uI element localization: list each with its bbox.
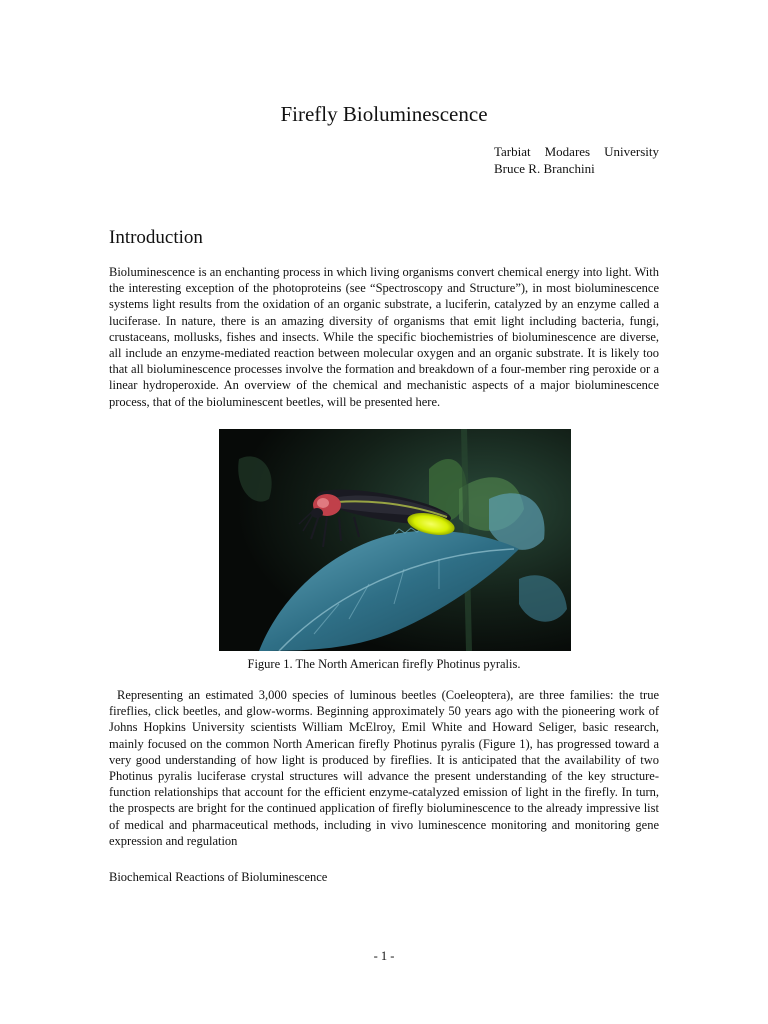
firefly-photo-illustration	[219, 429, 571, 651]
firefly-figure-image	[219, 429, 571, 651]
figure-caption: Figure 1. The North American firefly Photinus pyralis.	[247, 657, 521, 671]
section-heading-introduction: Introduction	[109, 227, 203, 248]
subsection-heading-biochemical-reactions: Biochemical Reactions of Bioluminescence	[109, 870, 328, 884]
page-number: - 1 -	[373, 949, 395, 963]
affiliation-author: Bruce R. Branchini	[494, 161, 595, 176]
affiliation-university: Tarbiat Modares University	[494, 144, 659, 159]
body-paragraph: Representing an estimated 3,000 species of luminous beetles (Coeleoptera), are three families: the true fireflies, click beetles, and glow-worms. Beginning approximately 50 years ago with the pioneering work of Johns Hopkins University scientists William McElroy, Emil White and Howard Seliger, basic research, mainly focused on the common North American firefly Photinus pyralis (Figure 1), has progressed toward a very good understanding of how light is produced by fireflies. It is anticipated that the availability of two Photinus pyralis luciferase crystal structures will advance the present understanding of the key structure-function relationships that account for the efficient enzyme-catalyzed emission of light in the firefly. In turn, the prospects are bright for the continued application of firefly bioluminescence to the already impressive list of medical and pharmaceutical methods, including in vivo luminescence monitoring and monitoring gene expression and regulation	[109, 688, 659, 848]
document-title: Firefly Bioluminescence	[280, 102, 488, 126]
intro-paragraph: Bioluminescence is an enchanting process in which living organisms convert chemical energy into light. With the interesting exception of the photoproteins (see “Spectroscopy and Structure”), in most bioluminescence systems light results from the oxidation of an organic substrate, a luciferin, catalyzed by an enzyme called a luciferase. In nature, there is an amazing diversity of organisms that emit light including bacteria, fungi, crustaceans, mollusks, fishes and insects. While the specific biochemistries of bioluminescence are diverse, all include an enzyme-mediated reaction between molecular oxygen and an organic substrate. It is likely too that all bioluminescence processes involve the formation and breakdown of a four-member ring peroxide or a linear hydroperoxide. An overview of the chemical and mechanistic aspects of a major bioluminescence process, that of the bioluminescent beetles, will be presented here.	[109, 265, 659, 409]
